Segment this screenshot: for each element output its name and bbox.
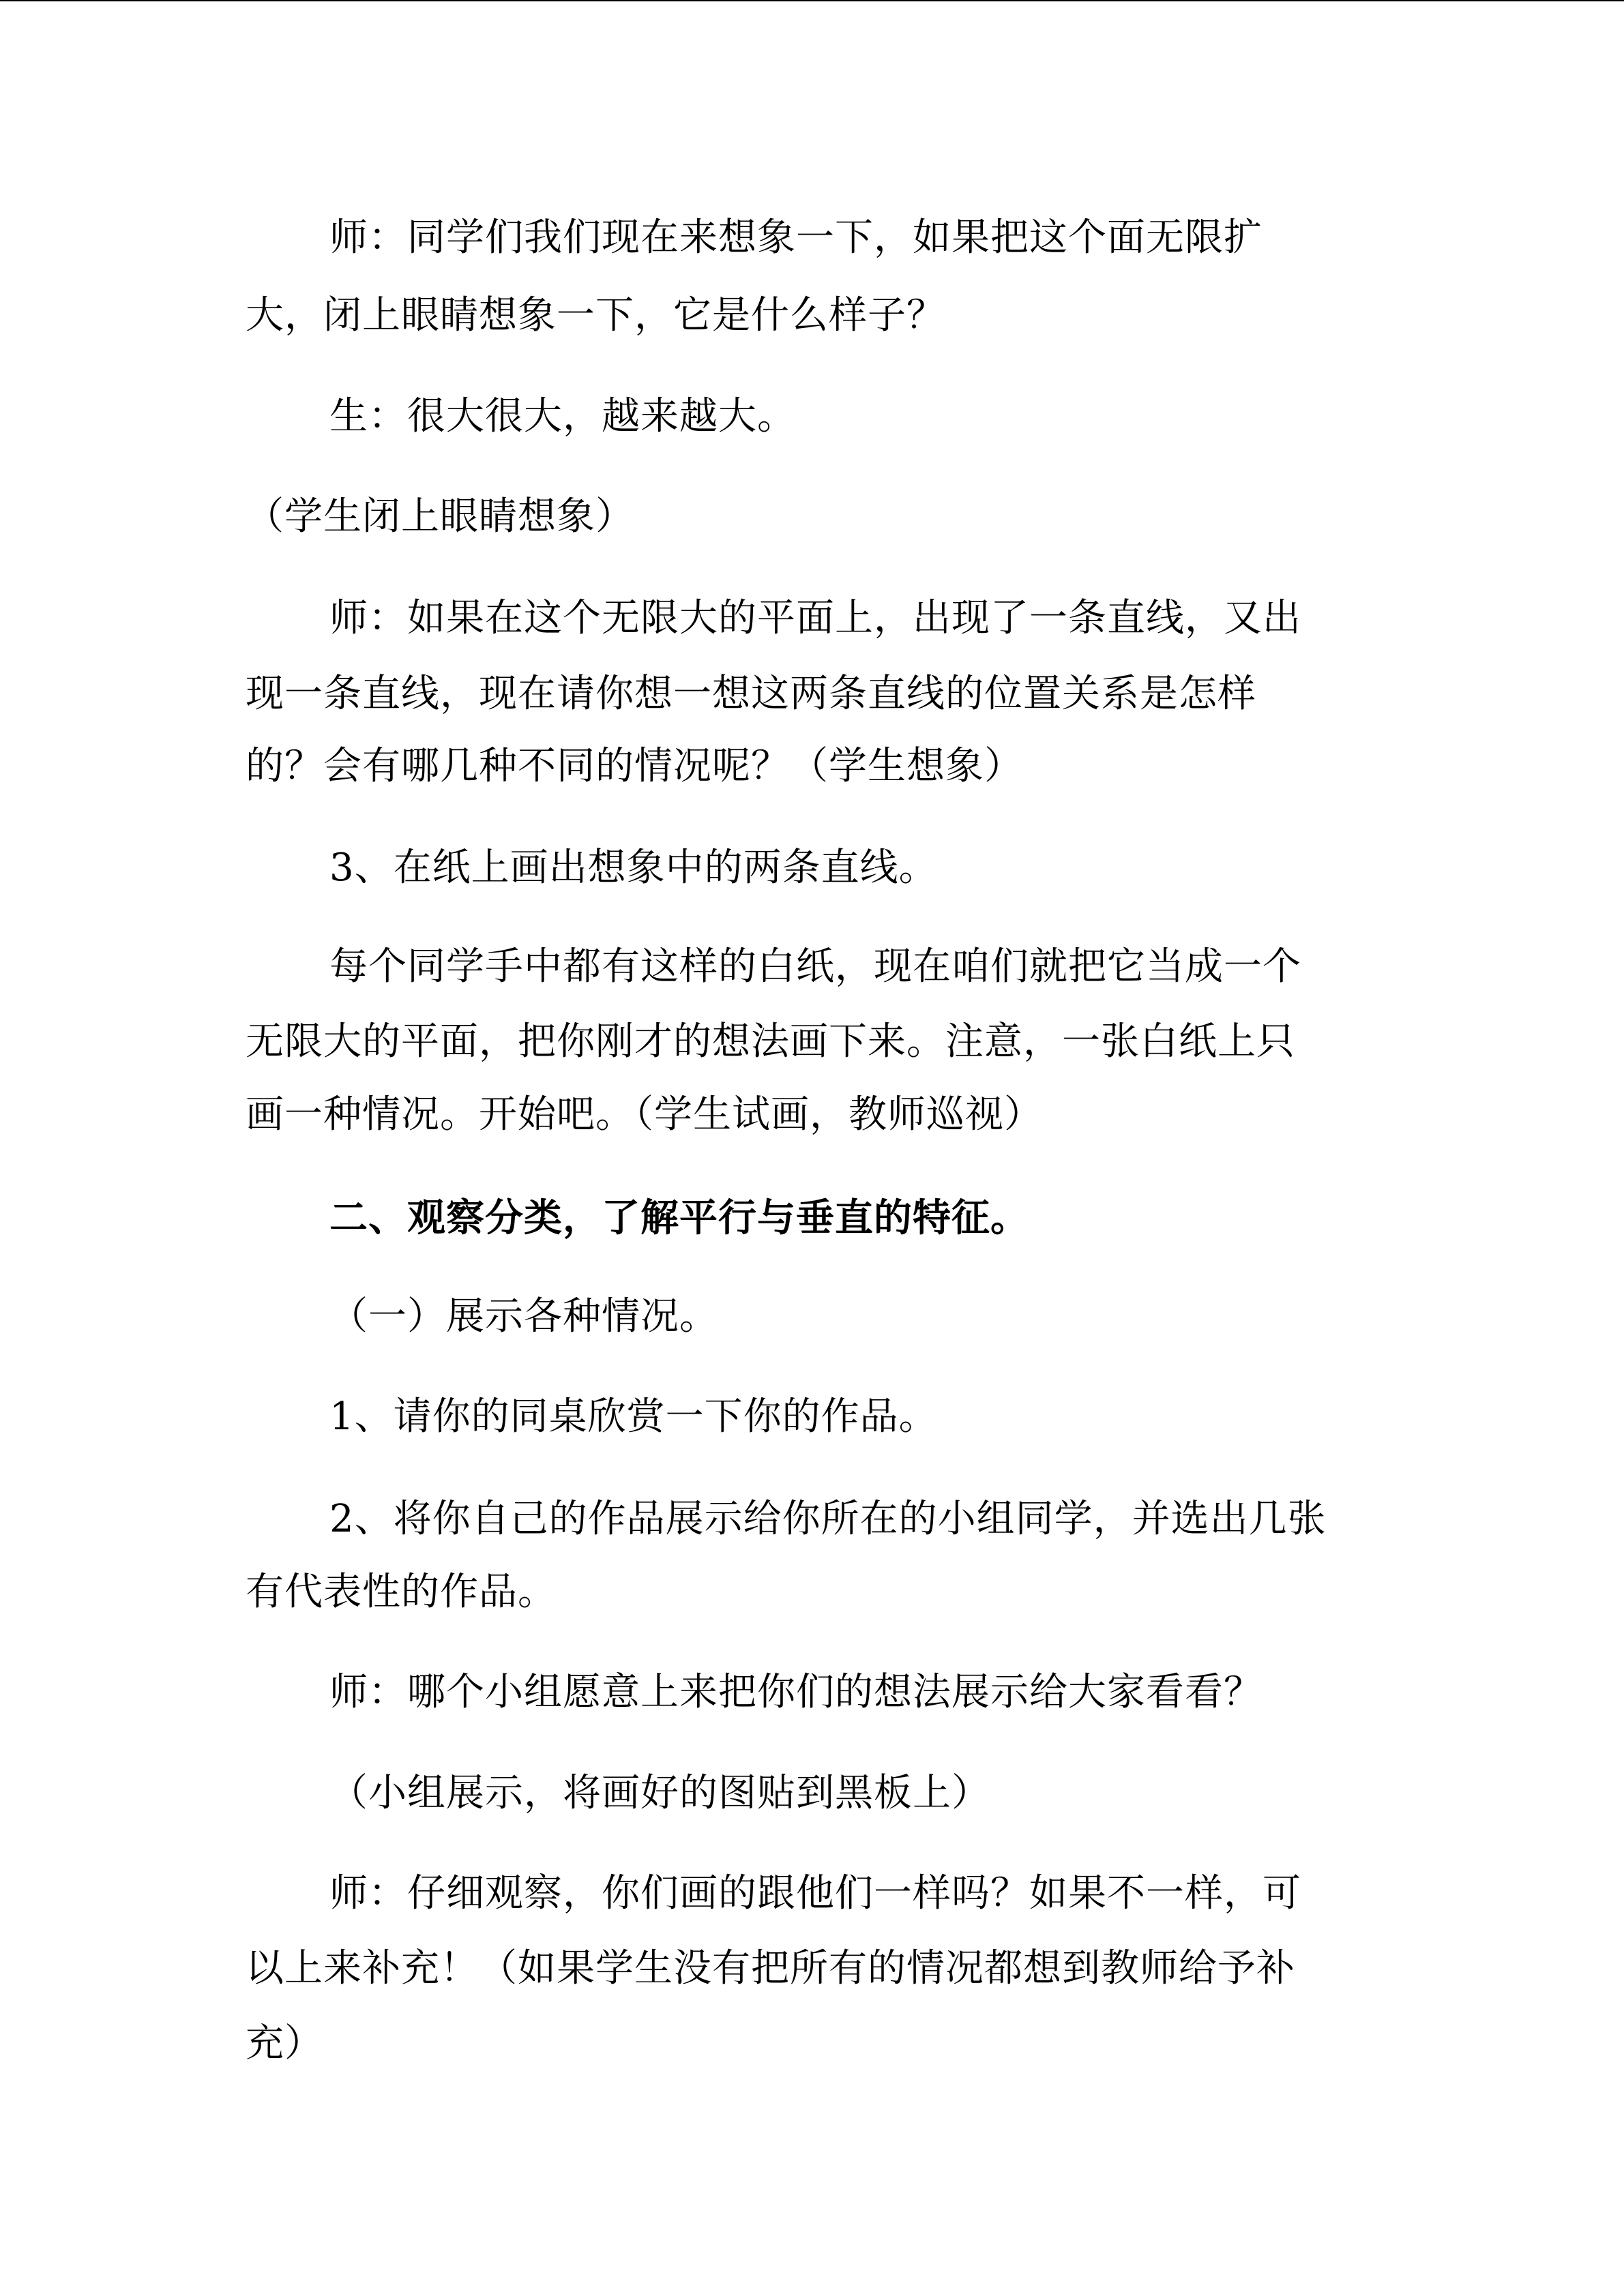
paragraph-line-1: 师：同学们我们现在来想象一下，如果把这个面无限扩 xyxy=(329,215,1263,260)
paragraph-line-4: （学生闭上眼睛想象） xyxy=(246,494,634,539)
paragraph-line-8: 3、在纸上画出想象中的两条直线。 xyxy=(329,846,938,890)
paragraph-line-14: 1、请你的同桌欣赏一下你的作品。 xyxy=(329,1395,938,1439)
paragraph-line-10: 无限大的平面，把你刚才的想法画下来。注意，一张白纸上只 xyxy=(246,1019,1295,1064)
paragraph-line-15: 2、将你自己的作品展示给你所在的小组同学，并选出几张 xyxy=(329,1497,1327,1541)
paragraph-line-5: 师：如果在这个无限大的平面上，出现了一条直线，又出 xyxy=(329,596,1301,640)
paragraph-line-6: 现一条直线，现在请你想一想这两条直线的位置关系是怎样 xyxy=(246,672,1256,716)
paragraph-line-11: 画一种情况。开始吧。（学生试画，教师巡视） xyxy=(246,1092,1043,1137)
paragraph-line-2: 大，闭上眼睛想象一下，它是什么样子？ xyxy=(246,293,945,338)
paragraph-line-13: （一）展示各种情况。 xyxy=(329,1294,718,1339)
paragraph-line-3: 生：很大很大，越来越大。 xyxy=(329,394,796,438)
paragraph-line-7: 的？会有哪几种不同的情况呢？（学生想象） xyxy=(246,744,1023,788)
paragraph-line-18: （小组展示，将画好的图贴到黑板上） xyxy=(329,1771,990,1815)
top-border-line xyxy=(0,0,1624,1)
paragraph-line-9: 每个同学手中都有这样的白纸，现在咱们就把它当成一个 xyxy=(329,944,1301,989)
paragraph-line-19: 师：仔细观察，你们画的跟他们一样吗？如果不一样，可 xyxy=(329,1871,1301,1915)
section-heading: 二、观察分类，了解平行与垂直的特征。 xyxy=(329,1195,1029,1240)
paragraph-line-16: 有代表性的作品。 xyxy=(246,1570,557,1614)
paragraph-line-21: 充） xyxy=(246,2021,323,2066)
paragraph-line-17: 师：哪个小组愿意上来把你们的想法展示给大家看看？ xyxy=(329,1670,1263,1714)
paragraph-line-20: 以上来补充！（如果学生没有把所有的情况都想到教师给予补 xyxy=(246,1946,1295,1991)
